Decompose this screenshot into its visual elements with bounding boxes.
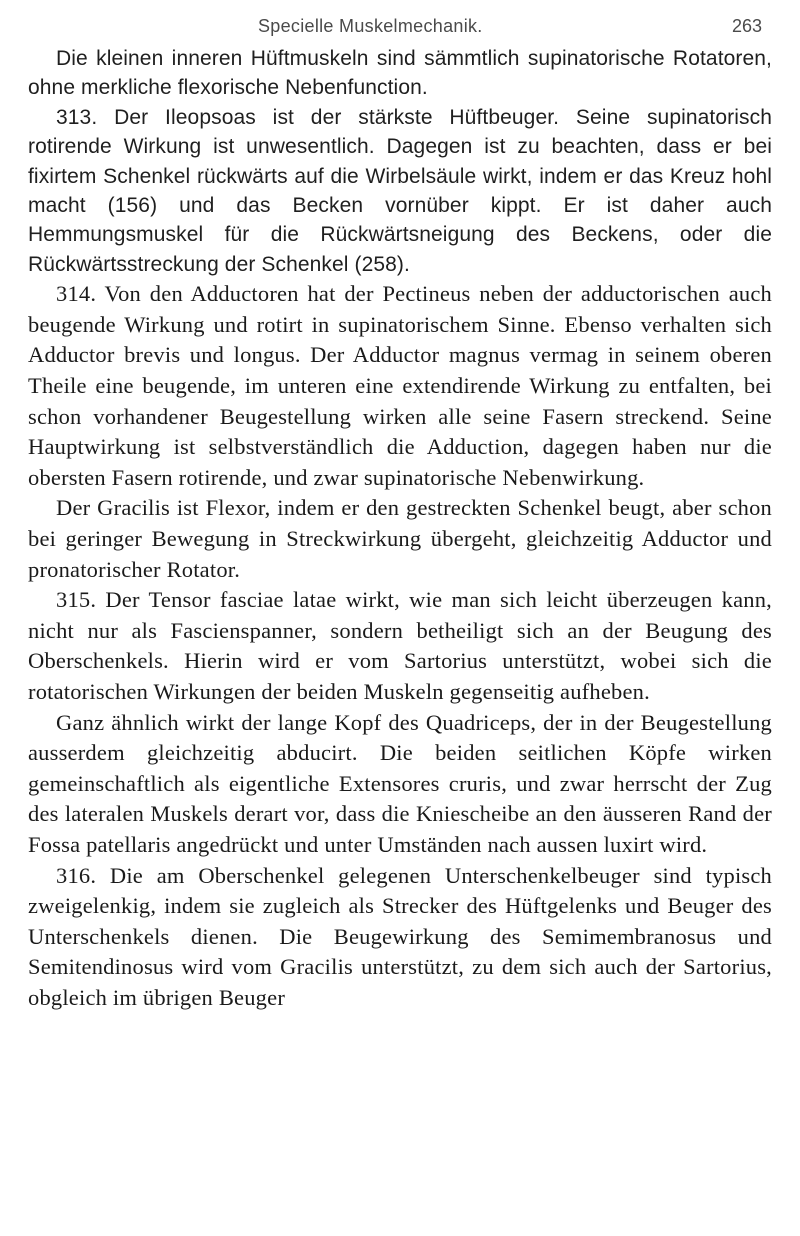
paragraph-313: 313. Der Ileopsoas ist der stärkste Hüftbeuger. Seine supinatorisch rotirende Wirkung ist unwesentlich. Dagegen ist zu beachten, dass er bei fixirtem Schenkel rückwärts auf die Wirbelsäule wirkt, indem er das Kreuz hohl macht (156) und das Becken vornüber kippt. Er ist daher auch Hemmungsmuskel für die Rückwärtsneigung des Beckens, oder die Rückwärtsstreckung der Schenkel (258). xyxy=(28,105,772,276)
page-number: 263 xyxy=(732,16,763,36)
paragraph-316: 316. Die am Oberschenkel gelegenen Unterschenkelbeuger sind typisch zweigelenkig, indem sie zugleich als Strecker des Hüftgelenks und Beuger des Unterschenkels dienen. Die Beugewirkung des Semimembranosus und Semitendinosus wird vom Gracilis unterstützt, zu dem sich auch der Sartorius, obgleich im übrigen Beuger xyxy=(28,862,772,1010)
page-header xyxy=(0,14,800,40)
running-title: Specielle Muskelmechanik. xyxy=(258,16,483,36)
paragraph-gracilis: Der Gracilis ist Flexor, indem er den gestreckten Schenkel beugt, aber schon bei geringer Bewegung in Streckwirkung übergeht, gleichzeitig Adductor und pronatorischer Rotator. xyxy=(28,495,772,582)
body-text xyxy=(28,44,772,1014)
paragraph-315: 315. Der Tensor fasciae latae wirkt, wie man sich leicht überzeugen kann, nicht nur als Fascienspanner, sondern betheiligt sich an der Beugung des Oberschenkels. Hierin wird er vom Sartorius unterstützt, wobei sich die rotatorischen Wirkungen der beiden Muskeln gegenseitig aufheben. xyxy=(28,587,772,704)
paragraph-314: 314. Von den Adductoren hat der Pectineus neben der adductorischen auch beugende Wirkung und rotirt in supinatorischem Sinne. Ebenso verhalten sich Adductor brevis und longus. Der Adductor magnus vermag in seinem oberen Theile eine beugende, im unteren eine extendirende Wirkung zu entfalten, bei schon vorhandener Beugestellung wirken alle seine Fasern streckend. Seine Hauptwirkung ist selbstverständlich die Adduction, dagegen haben nur die obersten Fasern rotirende, und zwar supinatorische Nebenwirkung. xyxy=(28,281,772,490)
paragraph-quadriceps: Ganz ähnlich wirkt der lange Kopf des Quadriceps, der in der Beugestellung ausserdem gleichzeitig abducirt. Die beiden seitlichen Köpfe wirken gemeinschaftlich als eigentliche Extensores cruris, und zwar herrscht der Zug des lateralen Muskels derart vor, dass die Kniescheibe an den äusseren Rand der Fossa patellaris angedrückt und unter Umständen nach aussen luxirt wird. xyxy=(28,709,772,857)
paragraph-intro: Die kleinen inneren Hüftmuskeln sind sämmtlich supinatorische Rotatoren, ohne merkliche flexorische Nebenfunction. xyxy=(28,47,772,100)
